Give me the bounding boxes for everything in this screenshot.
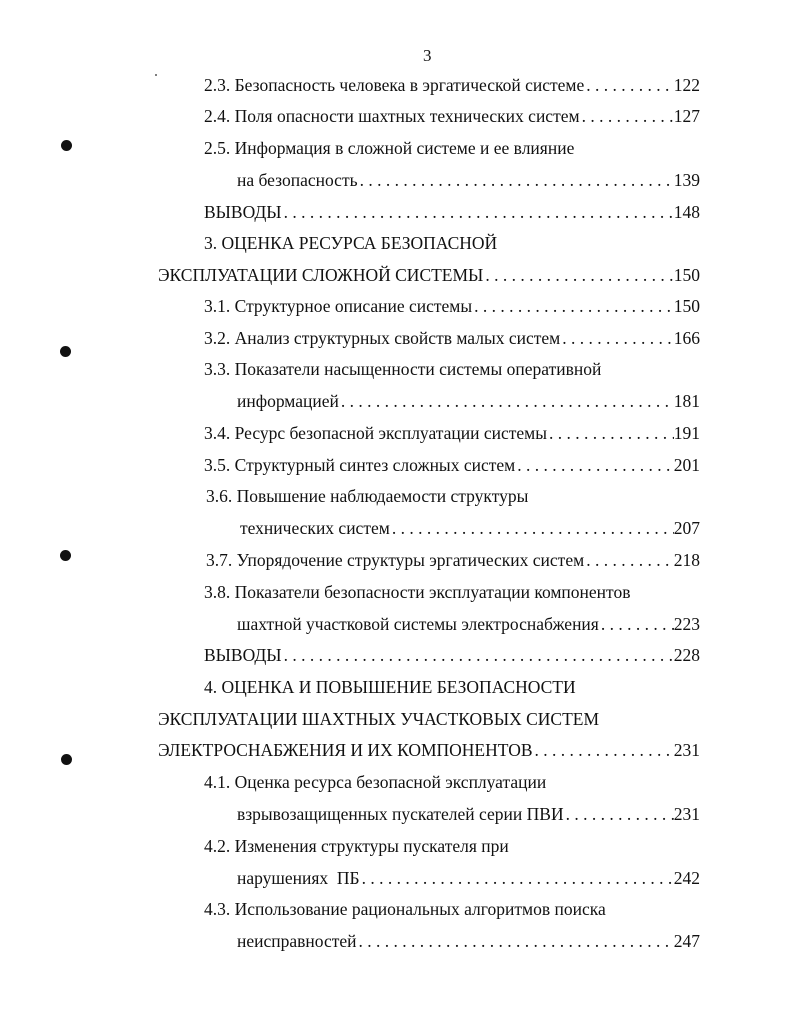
chapter-heading: 4. ОЦЕНКА И ПОВЫШЕНИЕ БЕЗОПАСНОСТИ bbox=[204, 677, 576, 697]
chapter-heading: 3. ОЦЕНКА РЕСУРСА БЕЗОПАСНОЙ bbox=[204, 233, 498, 253]
toc-leader bbox=[533, 739, 674, 761]
toc-entry-page: 150 bbox=[673, 296, 700, 316]
toc-leader bbox=[390, 517, 674, 539]
toc-entry-page: 228 bbox=[673, 645, 700, 665]
toc-entry-title: технических систем bbox=[240, 518, 390, 538]
toc-entry-title: ВЫВОДЫ bbox=[204, 645, 282, 665]
chapter-heading: ЭКСПЛУАТАЦИИ ШАХТНЫХ УЧАСТКОВЫХ СИСТЕМ bbox=[158, 709, 600, 729]
toc-entry-page: 191 bbox=[673, 423, 700, 443]
toc-entry-page: 242 bbox=[673, 868, 700, 888]
toc-leader bbox=[547, 422, 674, 444]
toc-entry bbox=[204, 327, 700, 349]
toc-leader bbox=[584, 74, 674, 96]
toc-entry-title: ВЫВОДЫ bbox=[204, 202, 282, 222]
toc-leader bbox=[564, 803, 674, 825]
toc-entry-title: 3.4. Ресурс безопасной эксплуатации системы bbox=[204, 423, 548, 443]
toc-entry bbox=[237, 930, 700, 952]
toc-entry bbox=[204, 644, 700, 666]
toc-entry bbox=[204, 201, 700, 223]
binder-hole bbox=[61, 754, 72, 765]
toc-entry bbox=[204, 74, 700, 96]
toc-entry-page: 148 bbox=[673, 202, 700, 222]
toc-entry-page: 127 bbox=[673, 106, 700, 126]
toc-entry-page: 166 bbox=[673, 328, 700, 348]
toc-entry-title: информацией bbox=[237, 391, 339, 411]
toc-entry-title: 4.1. Оценка ресурса безопасной эксплуатации bbox=[204, 772, 547, 792]
toc-entry-page: 201 bbox=[673, 455, 700, 475]
toc-entry bbox=[237, 613, 700, 635]
toc-entry-title: 3.3. Показатели насыщенности системы оперативной bbox=[204, 359, 602, 379]
toc-entry-title: 3.8. Показатели безопасности эксплуатации компонентов bbox=[204, 582, 631, 602]
toc-entry bbox=[158, 739, 700, 761]
toc-entry-page: 139 bbox=[673, 170, 700, 190]
toc-entry bbox=[158, 264, 700, 286]
toc-entry-title: неисправностей bbox=[237, 931, 357, 951]
binder-hole bbox=[60, 550, 71, 561]
toc-entry bbox=[204, 105, 700, 127]
toc-leader bbox=[339, 390, 674, 412]
toc-entry bbox=[237, 803, 700, 825]
page-number: 3 bbox=[423, 46, 432, 65]
toc-entry-page: 223 bbox=[673, 614, 700, 634]
toc-entry-page: 122 bbox=[673, 75, 700, 95]
toc-entry-page: 247 bbox=[673, 931, 700, 951]
toc-leader bbox=[580, 105, 674, 127]
toc-entry bbox=[237, 169, 700, 191]
toc-entry-title: шахтной участковой системы электроснабжения bbox=[237, 614, 599, 634]
toc-leader bbox=[584, 549, 674, 571]
toc-entry bbox=[237, 390, 700, 412]
toc-entry-page: 181 bbox=[673, 391, 700, 411]
toc-leader bbox=[483, 264, 673, 286]
binder-hole bbox=[60, 346, 71, 357]
toc-entry bbox=[206, 549, 700, 571]
toc-leader bbox=[282, 644, 674, 666]
toc-entry-title: ЭКСПЛУАТАЦИИ СЛОЖНОЙ СИСТЕМЫ bbox=[158, 265, 484, 285]
toc-entry-title: 2.5. Информация в сложной системе и ее влияние bbox=[204, 138, 575, 158]
toc-entry-page: 231 bbox=[673, 804, 700, 824]
toc-leader bbox=[560, 327, 674, 349]
toc-entry-title: взрывозащищенных пускателей серии ПВИ bbox=[237, 804, 564, 824]
toc-entry-title: ЭЛЕКТРОСНАБЖЕНИЯ И ИХ КОМПОНЕНТОВ bbox=[158, 740, 533, 760]
toc-entry-title: 3.1. Структурное описание системы bbox=[204, 296, 473, 316]
toc-entry-title: 3.2. Анализ структурных свойств малых систем bbox=[204, 328, 561, 348]
toc-leader bbox=[599, 613, 674, 635]
toc-leader bbox=[472, 295, 674, 317]
toc-entry bbox=[240, 517, 700, 539]
toc-entry bbox=[204, 295, 700, 317]
toc-entry-title: 3.5. Структурный синтез сложных систем bbox=[204, 455, 516, 475]
toc-entry-page: 218 bbox=[673, 550, 700, 570]
toc-entry-title: 2.3. Безопасность человека в эргатической системе bbox=[204, 75, 585, 95]
binder-hole bbox=[61, 140, 72, 151]
toc-entry-title: 3.7. Упорядочение структуры эргатических систем bbox=[206, 550, 585, 570]
toc-entry-title: 2.4. Поля опасности шахтных технических систем bbox=[204, 106, 580, 126]
toc-entry-page: 207 bbox=[673, 518, 700, 538]
toc-entry-title: 4.2. Изменения структуры пускателя при bbox=[204, 836, 509, 856]
toc-entry-title: 4.3. Использование рациональных алгоритмов поиска bbox=[204, 899, 606, 919]
toc-entry bbox=[204, 422, 700, 444]
toc-leader bbox=[282, 201, 674, 223]
toc-entry-page: 150 bbox=[673, 265, 700, 285]
toc-entry-page: 231 bbox=[673, 740, 700, 760]
toc-leader bbox=[357, 930, 674, 952]
toc-leader bbox=[358, 169, 674, 191]
toc-leader bbox=[360, 867, 674, 889]
toc-entry-title: 3.6. Повышение наблюдаемости структуры bbox=[206, 486, 529, 506]
scan-speck bbox=[155, 74, 157, 76]
toc-leader bbox=[515, 454, 674, 476]
toc-entry bbox=[204, 454, 700, 476]
toc-entry bbox=[237, 867, 700, 889]
toc-entry-title: нарушениях ПБ bbox=[237, 868, 360, 888]
toc-entry-title: на безопасность bbox=[237, 170, 358, 190]
